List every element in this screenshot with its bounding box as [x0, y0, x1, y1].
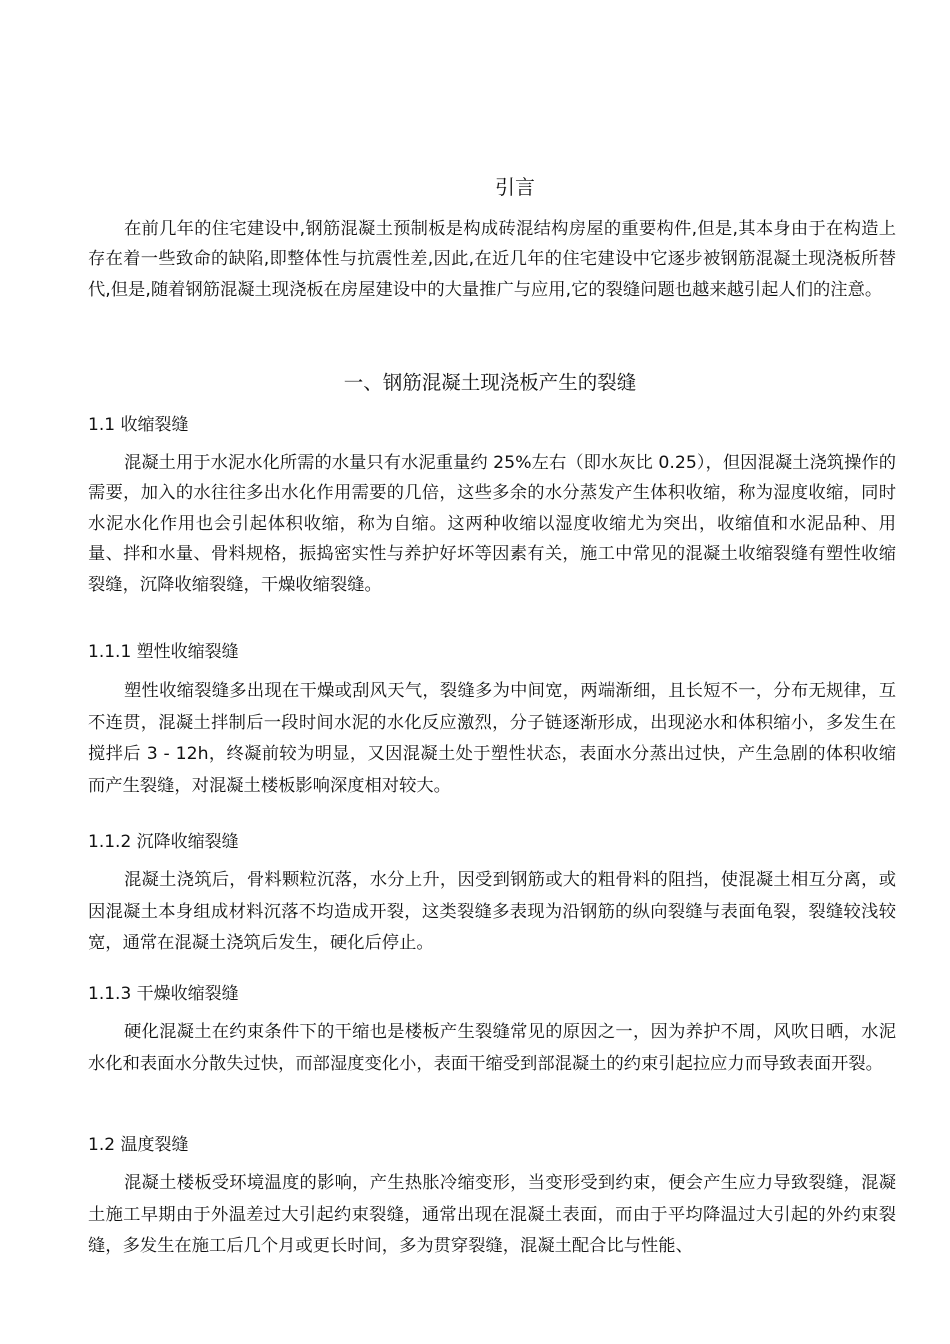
section-1-title: 一、钢筋混凝土现浇板产生的裂缝 — [343, 371, 637, 394]
paragraph-1-1-3: 硬化混凝土在约束条件下的干缩也是楼板产生裂缝常见的原因之一，因为养护不周，风吹日晒，水泥水化和表面水分散失过快，而部湿度变化小，表面干缩受到部混凝土的约束引起拉应力而导致表面开裂。 — [88, 1022, 896, 1074]
heading-1-1: 1.1 收缩裂缝 — [88, 415, 189, 435]
intro-title: 引言 — [495, 175, 535, 199]
paragraph-1-1-2: 混凝土浇筑后，骨料颗粒沉落，水分上升，因受到钢筋或大的粗骨料的阻挡，使混凝土相互分离，或因混凝土本身组成材料沉落不均造成开裂，这类裂缝多表现为沿钢筋的纵向裂缝与表面龟裂，裂缝较浅较宽，通常在混凝土浇筑后发生，硬化后停止。 — [88, 870, 896, 954]
paragraph-1-1-1: 塑性收缩裂缝多出现在干燥或刮风天气，裂缝多为中间宽，两端渐细，且长短不一，分布无规律，互不连贯，混凝土拌制后一段时间水泥的水化反应激烈，分子链逐渐形成，出现泌水和体积缩小，多发生在搅拌后 3 - 12h，终凝前较为明显，又因混凝土处于塑性状态，表面水分蒸出过快，产生急剧的体积收缩而产生裂缝，对混凝土楼板影响深度相对较大。 — [88, 681, 896, 796]
heading-1-2: 1.2 温度裂缝 — [88, 1135, 189, 1155]
paragraph-1-1: 混凝土用于水泥水化所需的水量只有水泥重量约 25%左右（即水灰比 0.25），但因混凝土浇筑操作的需要，加入的水往往多出水化作用需要的几倍，这些多余的水分蒸发产生体积收缩，称为湿度收缩，同时水泥水化作用也会引起体积收缩，称为自缩。这两种收缩以湿度收缩尤为突出，收缩值和水泥品种、用量、拌和水量、骨料规格，振捣密实性与养护好坏等因素有关，施工中常见的混凝土收缩裂缝有塑性收缩裂缝，沉降收缩裂缝，干燥收缩裂缝。 — [88, 453, 896, 595]
heading-1-1-1: 1.1.1 塑性收缩裂缝 — [88, 642, 239, 662]
heading-1-1-2: 1.1.2 沉降收缩裂缝 — [88, 832, 239, 852]
intro-paragraph: 在前几年的住宅建设中,钢筋混凝土预制板是构成砖混结构房屋的重要构件,但是,其本身由于在构造上存在着一些致命的缺陷,即整体性与抗震性差,因此,在近几年的住宅建设中它逐步被钢筋混凝土现浇板所替代,但是,随着钢筋混凝土现浇板在房屋建设中的大量推广与应用,它的裂缝问题也越来越引起人们的注意。 — [88, 219, 896, 300]
heading-1-1-3: 1.1.3 干燥收缩裂缝 — [88, 984, 239, 1004]
paragraph-1-2: 混凝土楼板受环境温度的影响，产生热胀冷缩变形，当变形受到约束，便会产生应力导致裂缝，混凝土施工早期由于外温差过大引起约束裂缝，通常出现在混凝土表面，而由于平均降温过大引起的外约束裂缝，多发生在施工后几个月或更长时间，多为贯穿裂缝，混凝土配合比与性能、 — [88, 1173, 896, 1257]
